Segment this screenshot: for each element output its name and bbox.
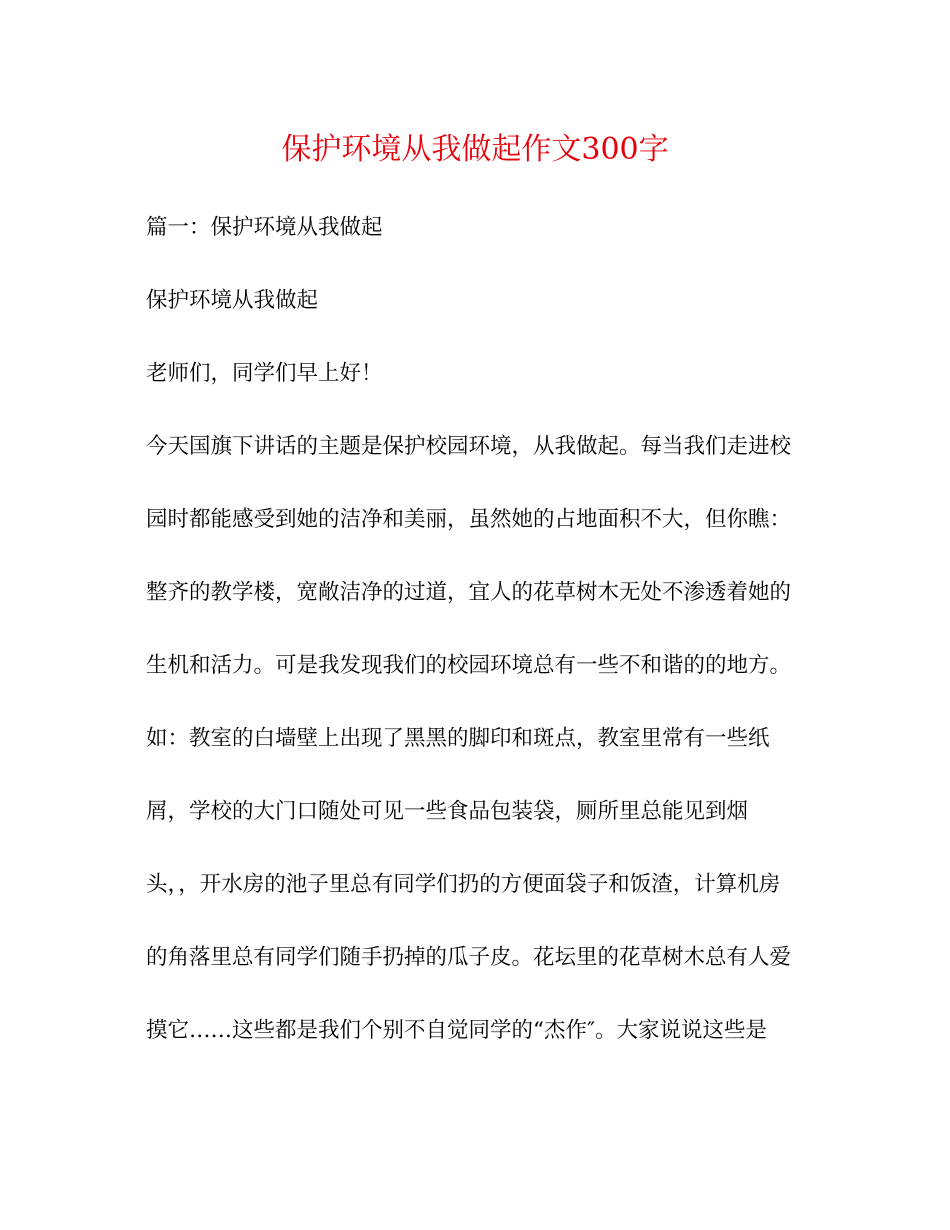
text-line: 屑，学校的大门口随处可见一些食品包装袋，厕所里总能见到烟	[146, 799, 749, 824]
text-line: 今天国旗下讲话的主题是保护校园环境，从我做起。每当我们走进校	[146, 434, 792, 459]
text-line: 篇一：保护环境从我做起	[146, 215, 383, 240]
text-line: 摸它……这些都是我们个别不自觉同学的“杰作″。大家说说这些是	[146, 1018, 768, 1043]
document-title: 保护环境从我做起作文300字	[281, 132, 669, 167]
text-line: 头，，开水房的池子里总有同学们扔的方便面袋子和饭渣，计算机房	[146, 872, 781, 897]
text-line: 老师们，同学们早上好！	[146, 361, 383, 386]
text-line: 园时都能感受到她的洁净和美丽，虽然她的占地面积不大，但你瞧：	[146, 507, 792, 532]
text-line: 如：教室的白墙壁上出现了黑黑的脚印和斑点，教室里常有一些纸	[146, 726, 770, 751]
text-line: 整齐的教学楼，宽敞洁净的过道，宜人的花草树木无处不渗透着她的	[146, 580, 792, 605]
text-line: 生机和活力。可是我发现我们的校园环境总有一些不和谐的的地方。	[146, 653, 792, 678]
text-line: 保护环境从我做起	[146, 288, 319, 313]
text-line: 的角落里总有同学们随手扔掉的瓜子皮。花坛里的花草树木总有人爱	[146, 945, 792, 970]
